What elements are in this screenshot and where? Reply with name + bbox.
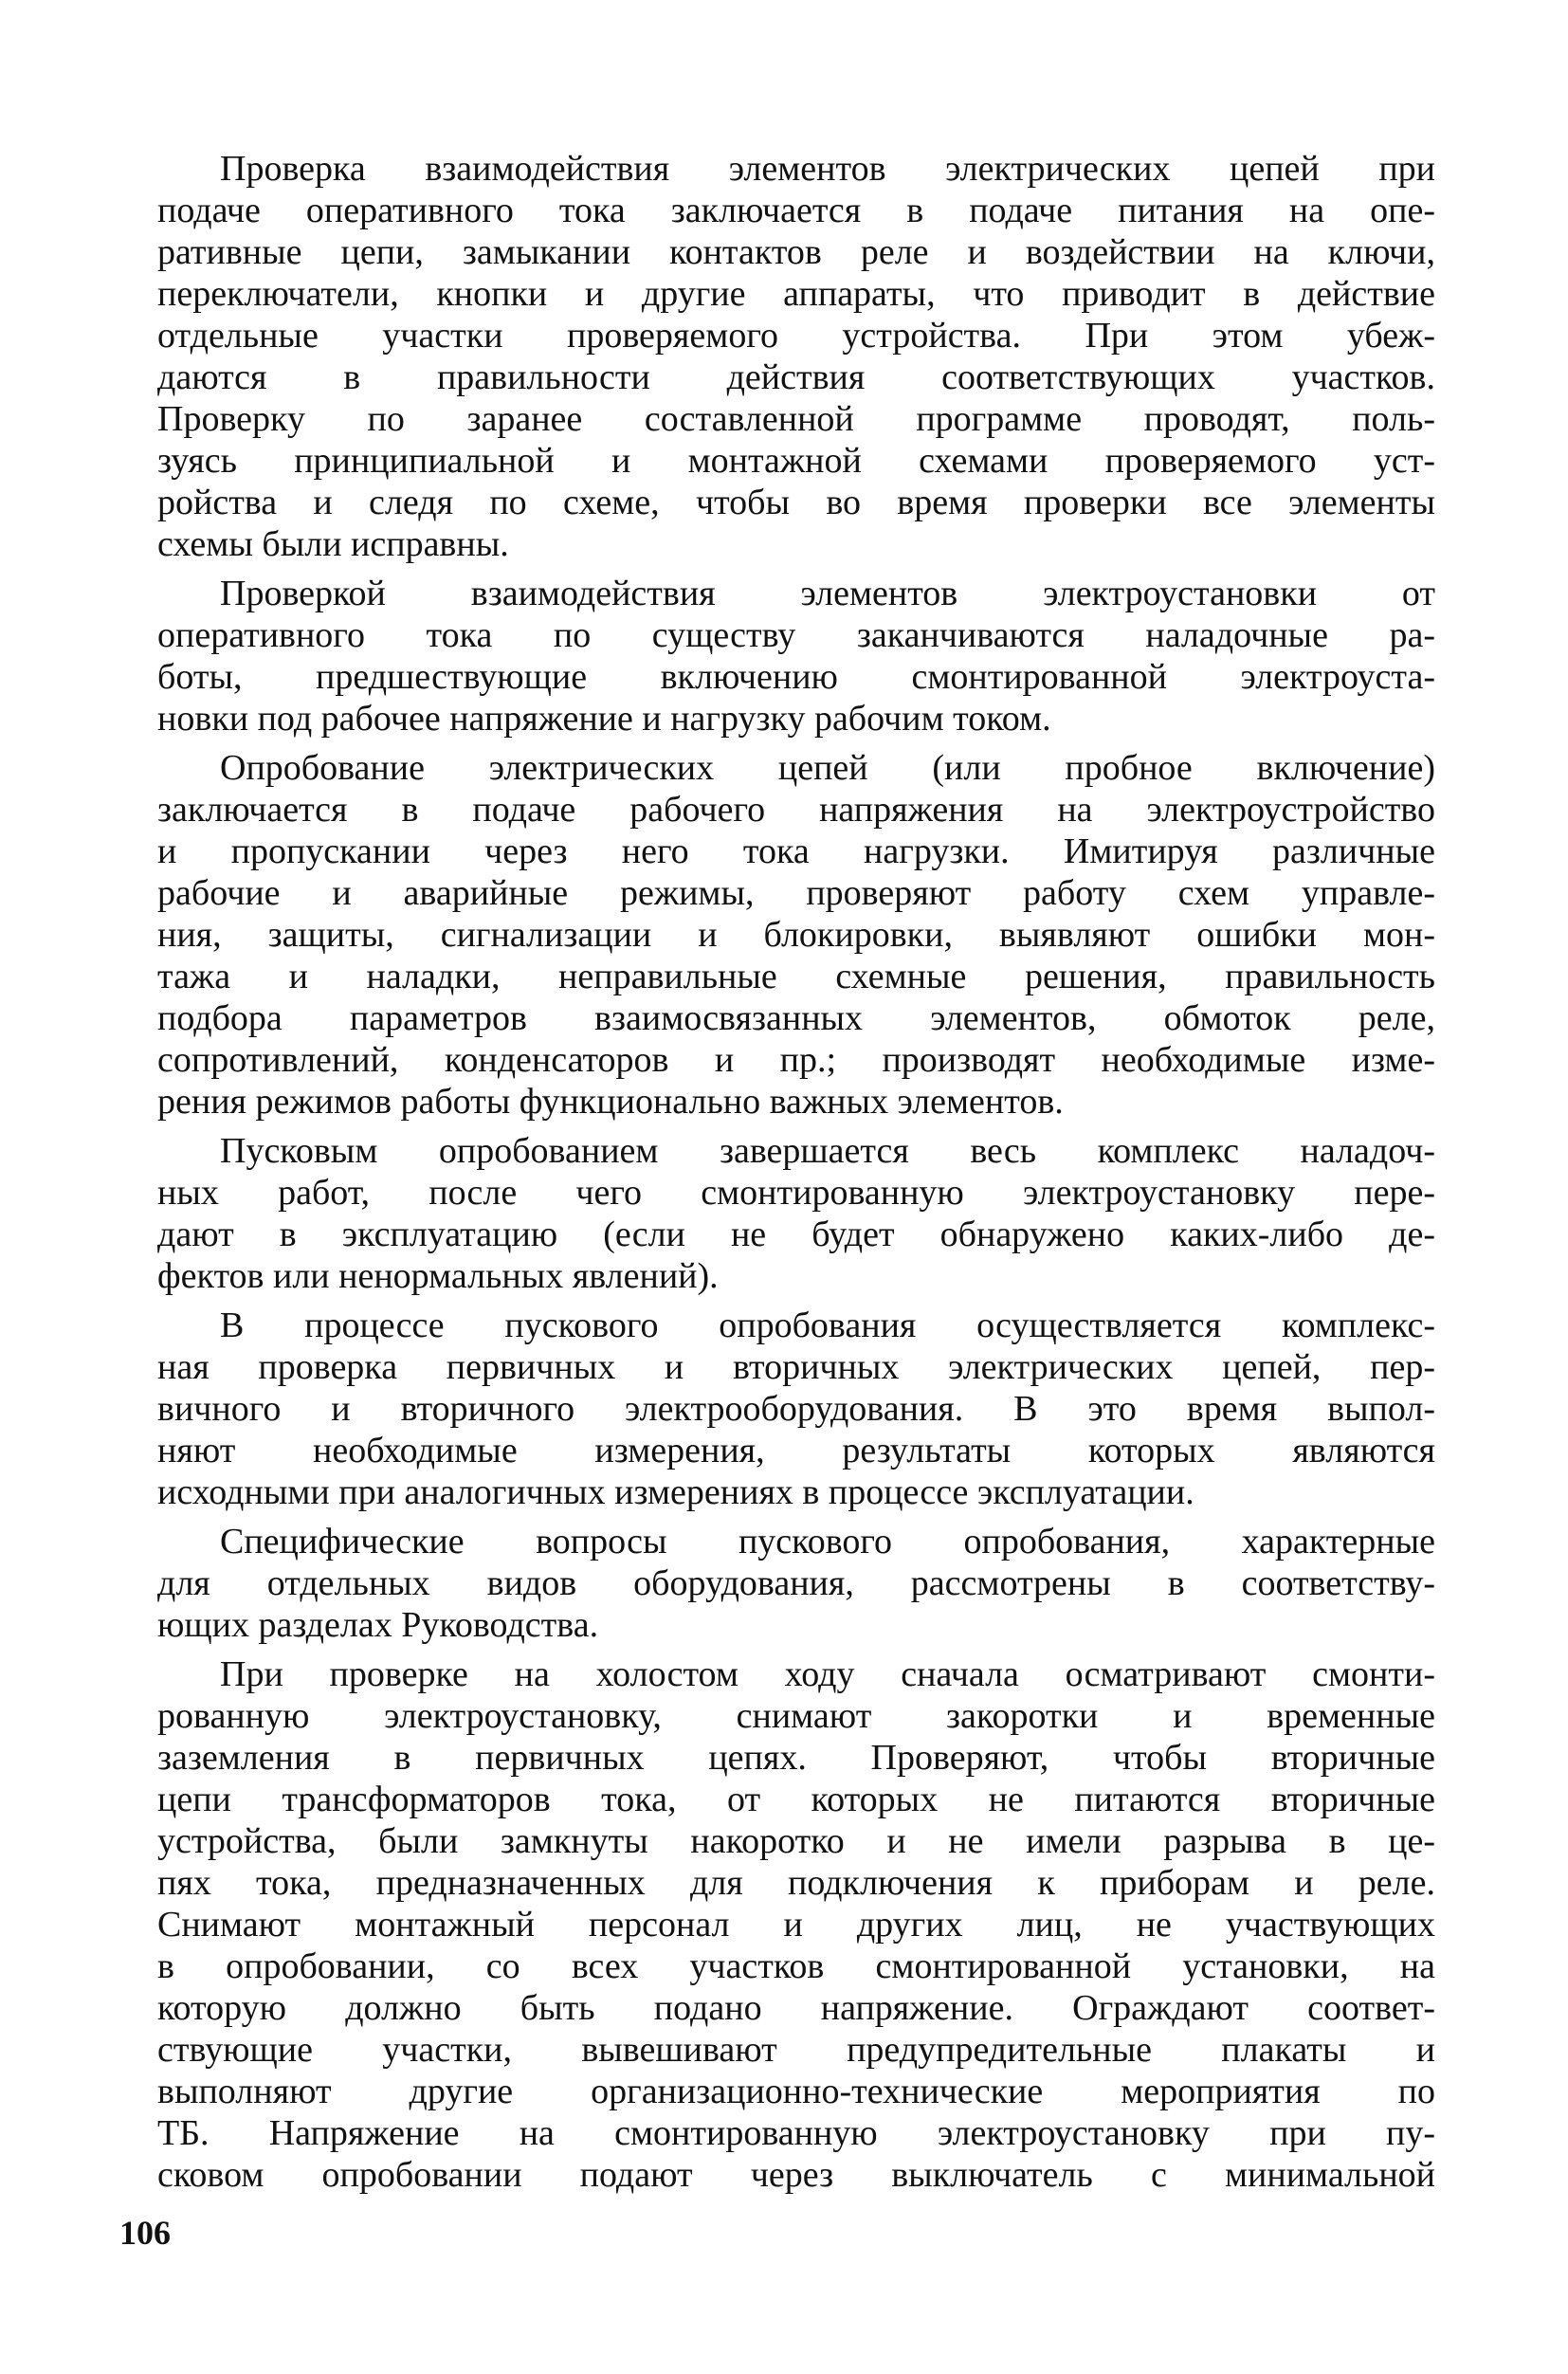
text-line: При проверке на холостом ходу сначала осматривают смонти-: [220, 1654, 1435, 1694]
paragraph: [157, 148, 1435, 565]
text-line: схемы были исправны.: [157, 524, 509, 564]
text-line: отдельные участки проверяемого устройства. При этом убеж-: [157, 316, 1435, 356]
text-line: переключатели, кнопки и другие аппараты, что приводит в действие: [157, 274, 1435, 314]
text-line: исходными при аналогичных измерениях в процессе эксплуатации.: [157, 1472, 1194, 1512]
text-line: рабочие и аварийные режимы, проверяют работу схем управле-: [157, 873, 1435, 913]
paragraph: [157, 1305, 1435, 1513]
text-line: ная проверка первичных и вторичных электрических цепей, пер-: [157, 1347, 1435, 1387]
text-line: Снимают монтажный персонал и других лиц, не участвующих: [157, 1905, 1435, 1945]
text-line: Опробование электрических цепей (или пробное включение): [220, 748, 1435, 788]
text-line: В процессе пускового опробования осуществляется комплекс-: [220, 1306, 1435, 1345]
text-line: новки под рабочее напряжение и нагрузку рабочим током.: [157, 699, 1051, 739]
text-line: дают в эксплуатацию (если не будет обнаружено каких-либо де-: [157, 1214, 1435, 1254]
text-line: тажа и наладки, неправильные схемные решения, правильность: [157, 957, 1435, 996]
text-line: рованную электроустановку, снимают закоротки и временные: [157, 1696, 1435, 1736]
text-line: подбора параметров взаимосвязанных элементов, обмоток реле,: [157, 998, 1435, 1038]
text-line: ных работ, после чего смонтированную электроустановку пере-: [157, 1173, 1435, 1213]
text-line: Проверка взаимодействия элементов электрических цепей при: [220, 149, 1435, 189]
text-line: Проверку по заранее составленной программе проводят, поль-: [157, 399, 1435, 439]
text-line: зуясь принципиальной и монтажной схемами проверяемого уст-: [157, 441, 1435, 481]
text-line: цепи трансформаторов тока, от которых не питаются вторичные: [157, 1780, 1435, 1819]
paragraph: [157, 747, 1435, 1123]
text-line: выполняют другие организационно-технические мероприятия по: [157, 2072, 1435, 2111]
text-line: сковом опробовании подают через выключатель с минимальной: [157, 2155, 1435, 2195]
body-text: [157, 148, 1435, 2203]
page-number: 106: [119, 2214, 171, 2252]
text-line: рения режимов работы функционально важных элементов.: [157, 1082, 1064, 1122]
text-line: в опробовании, со всех участков смонтированной установки, на: [157, 1946, 1435, 1986]
text-line: ния, защиты, сигнализации и блокировки, выявляют ошибки мон-: [157, 915, 1435, 955]
text-line: заземления в первичных цепях. Проверяют, чтобы вторичные: [157, 1738, 1435, 1778]
text-line: которую должно быть подано напряжение. Ограждают соответ-: [157, 1988, 1435, 2028]
text-line: пях тока, предназначенных для подключения к приборам и реле.: [157, 1863, 1435, 1903]
paragraph: [157, 1130, 1435, 1297]
text-line: Проверкой взаимодействия элементов электроустановки от: [220, 574, 1435, 613]
text-line: фектов или ненормальных явлений).: [157, 1256, 719, 1296]
text-line: оперативного тока по существу заканчиваются наладочные ра-: [157, 615, 1435, 655]
text-line: сопротивлений, конденсаторов и пр.; производят необходимые изме-: [157, 1040, 1435, 1080]
text-line: устройства, были замкнуты накоротко и не имели разрыва в це-: [157, 1821, 1435, 1861]
text-line: ройства и следя по схеме, чтобы во время проверки все элементы: [157, 483, 1435, 522]
text-line: даются в правильности действия соответствующих участков.: [157, 357, 1435, 397]
text-line: подаче оперативного тока заключается в подаче питания на опе-: [157, 191, 1435, 230]
text-line: няют необходимые измерения, результаты которых являются: [157, 1431, 1435, 1470]
text-line: ративные цепи, замыкании контактов реле и воздействии на ключи,: [157, 232, 1435, 272]
text-line: ющих разделах Руководства.: [157, 1605, 599, 1645]
text-line: ТБ. Напряжение на смонтированную электроустановку при пу-: [157, 2113, 1435, 2153]
text-line: Специфические вопросы пускового опробования, характерные: [220, 1522, 1435, 1561]
paragraph: [157, 573, 1435, 740]
text-line: и пропускании через него тока нагрузки. Имитируя различные: [157, 831, 1435, 871]
text-line: заключается в подаче рабочего напряжения на электроустройство: [157, 790, 1435, 830]
text-line: вичного и вторичного электрооборудования. В это время выпол-: [157, 1389, 1435, 1429]
paragraph: [157, 1521, 1435, 1646]
text-line: для отдельных видов оборудования, рассмотрены в соответству-: [157, 1563, 1435, 1603]
text-line: боты, предшествующие включению смонтированной электроуста-: [157, 657, 1435, 697]
text-line: Пусковым опробованием завершается весь комплекс наладоч-: [220, 1131, 1435, 1171]
text-line: ствующие участки, вывешивают предупредительные плакаты и: [157, 2030, 1435, 2070]
paragraph: [157, 1653, 1435, 2196]
